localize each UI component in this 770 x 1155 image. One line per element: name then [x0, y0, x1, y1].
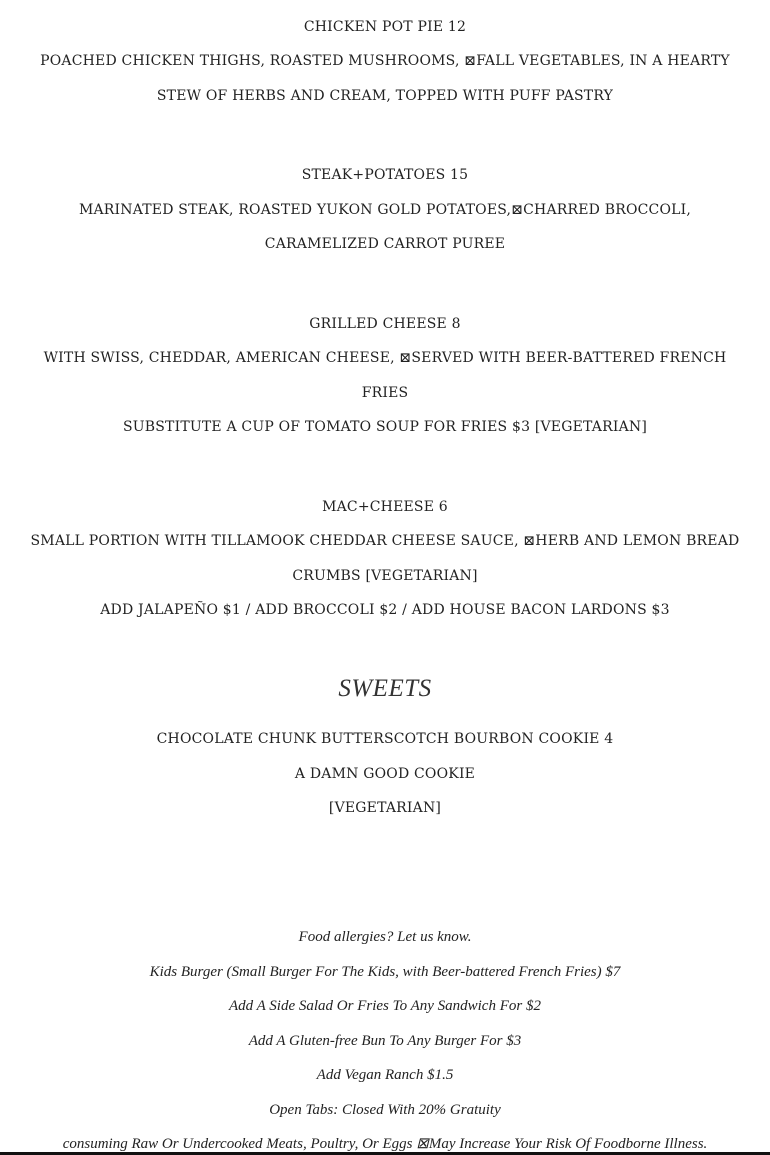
menu-item-description: WITH SWISS, CHEDDAR, AMERICAN CHEESE, ⊠SERVED WITH BEER-BATTERED FRENCH [43, 350, 727, 366]
menu-item-description: SMALL PORTION WITH TILLAMOOK CHEDDAR CHEESE SAUCE, ⊠HERB AND LEMON BREAD [30, 533, 740, 549]
allergy-note: Food allergies? Let us know. [298, 929, 472, 945]
menu-item-addon: ADD JALAPEÑO $1 / ADD BROCCOLI $2 / ADD HOUSE BACON LARDONS $3 [100, 602, 670, 618]
vegan-ranch-note: Add Vegan Ranch $1.5 [316, 1067, 454, 1083]
menu-item-addon: SUBSTITUTE A CUP OF TOMATO SOUP FOR FRIES $3 [VEGETARIAN] [122, 419, 648, 435]
menu-item-title: MAC+CHEESE 6 [322, 499, 448, 515]
menu-item-description: CRUMBS [VEGETARIAN] [292, 568, 478, 584]
menu-item-description: FRIES [361, 385, 409, 401]
menu-item-title: GRILLED CHEESE 8 [309, 316, 461, 332]
menu-item-description: STEW OF HERBS AND CREAM, TOPPED WITH PUFF PASTRY [156, 88, 614, 104]
gluten-free-note: Add A Gluten-free Bun To Any Burger For $3 [248, 1033, 522, 1049]
side-salad-note: Add A Side Salad Or Fries To Any Sandwich For $2 [229, 998, 541, 1014]
menu-item-title: STEAK+POTATOES 15 [301, 167, 469, 183]
menu-item-description: CARAMELIZED CARROT PUREE [264, 236, 506, 252]
food-safety-disclaimer: consuming Raw Or Undercooked Meats, Poultry, Or Eggs ⊠May Increase Your Risk Of Foodborne Illness. [62, 1136, 708, 1152]
kids-burger-note: Kids Burger (Small Burger For The Kids, with Beer-battered French Fries) $7 [149, 964, 621, 980]
open-tabs-note: Open Tabs: Closed With 20% Gratuity [269, 1102, 501, 1118]
menu-item-description: MARINATED STEAK, ROASTED YUKON GOLD POTATOES,⊠CHARRED BROCCOLI, [78, 202, 692, 218]
sweets-item-title: CHOCOLATE CHUNK BUTTERSCOTCH BOURBON COOKIE 4 [156, 731, 614, 747]
menu-item-description: POACHED CHICKEN THIGHS, ROASTED MUSHROOMS, ⊠FALL VEGETABLES, IN A HEARTY [40, 53, 730, 69]
sweets-item-description: A DAMN GOOD COOKIE [294, 766, 476, 782]
menu-item-title: CHICKEN POT PIE 12 [303, 19, 467, 35]
sweets-item-tag: [VEGETARIAN] [328, 800, 442, 816]
sweets-heading: SWEETS [338, 675, 432, 702]
